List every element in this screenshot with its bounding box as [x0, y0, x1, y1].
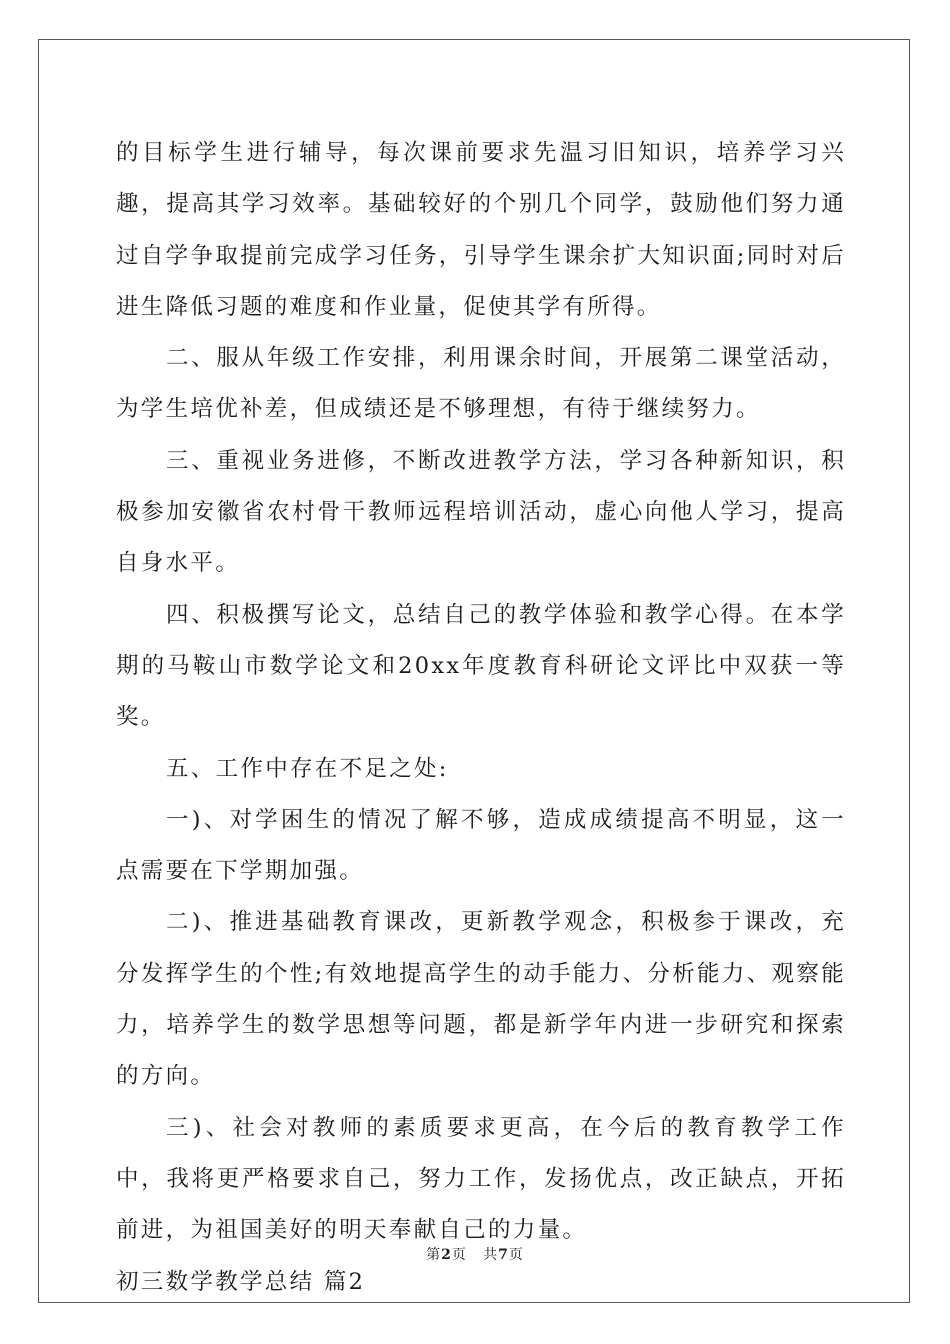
paragraph: 二、服从年级工作安排，利用课余时间，开展第二课堂活动，为学生培优补差，但成绩还是不够理想，有待于继续努力。 [116, 345, 846, 423]
page-total-prefix: 共 [483, 1247, 499, 1263]
page-number-current: 2 [441, 1247, 452, 1263]
paragraph: 的目标学生进行辅导，每次课前要求先温习旧知识，培养学习兴趣，提高其学习效率。基础较好的个别几个同学，鼓励他们努力通过自学争取提前完成学习任务，引导学生课余扩大知识面;同时对后进生降低习题的难度和作业量，促使其学有所得。 [116, 140, 846, 320]
paragraph: 五、工作中存在不足之处: [166, 755, 449, 782]
page-total-suffix: 页 [508, 1247, 524, 1263]
page-number-prefix: 第 [426, 1247, 442, 1263]
page-number-suffix: 页 [451, 1247, 467, 1263]
page-footer [0, 1244, 950, 1264]
document-body [116, 128, 846, 1308]
paragraph: 二)、推进基础教育课改，更新教学观念，积极参于课改，充分发挥学生的个性;有效地提高学生的动手能力、分析能力、观察能力，培养学生的数学思想等问题，都是新学年内进一步研究和探索的方向。 [116, 909, 846, 1090]
paragraph: 一)、对学困生的情况了解不够，造成成绩提高不明显，这一点需要在下学期加强。 [116, 806, 846, 885]
paragraph: 三、重视业务进修，不断改进教学方法，学习各种新知识，积极参加安徽省农村骨干教师远程培训活动，虚心向他人学习，提高自身水平。 [116, 447, 846, 577]
paragraph: 四、积极撰写论文，总结自己的教学体验和教学心得。在本学期的马鞍山市数学论文和20xx年度教育科研论文评比中双获一等奖。 [116, 601, 846, 731]
paragraph: 三)、社会对教师的素质要求更高，在今后的教育教学工作中，我将更严格要求自己，努力工作，发扬优点，改正缺点，开拓前进，为祖国美好的明天奉献自己的力量。 [116, 1114, 846, 1244]
section-heading: 初三数学教学总结 篇2 [116, 1268, 366, 1295]
page-total: 7 [498, 1247, 509, 1263]
